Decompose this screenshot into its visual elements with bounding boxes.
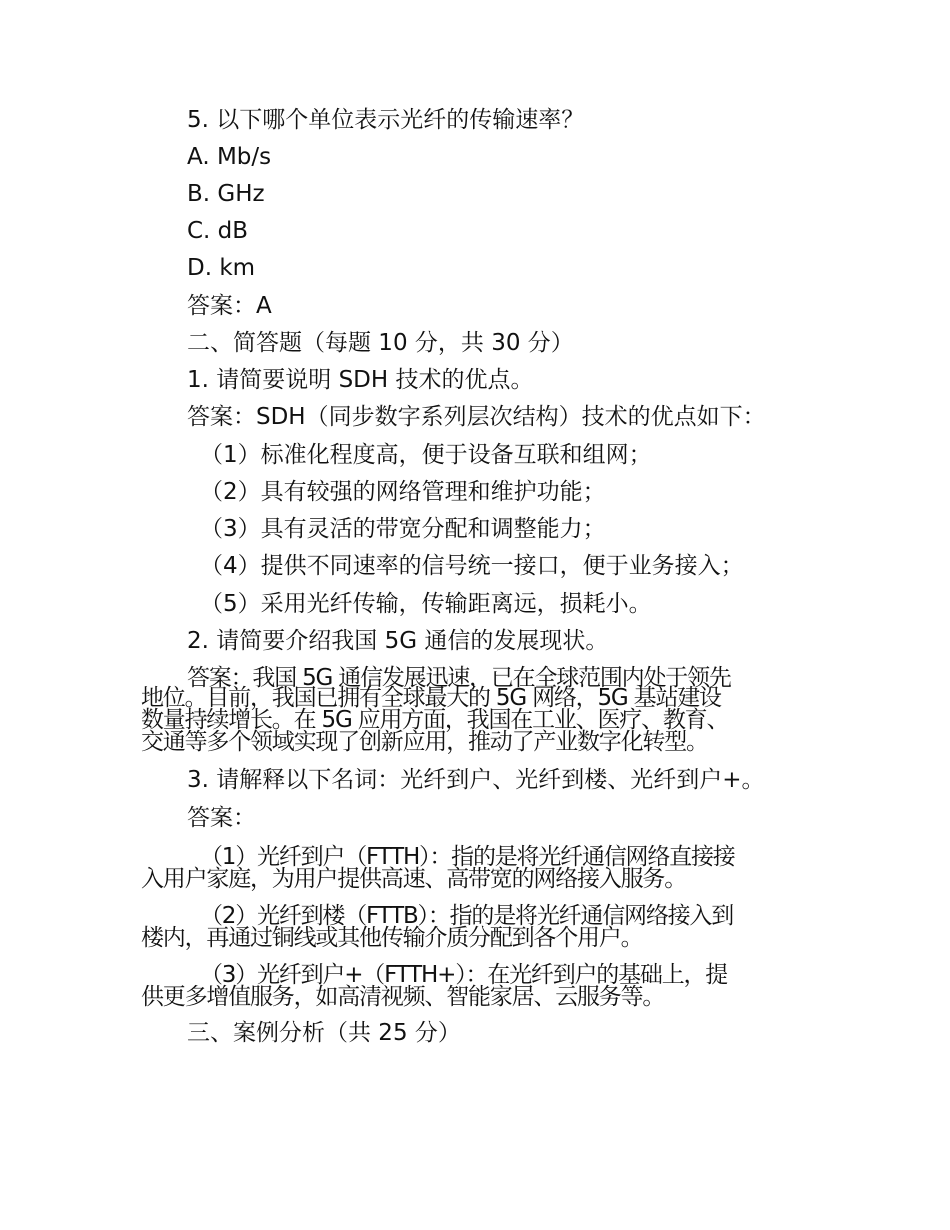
- q1-point-1: （1）标准化程度高，便于设备互联和组网；: [200, 442, 652, 468]
- q5-option-a: A. Mb/s: [187, 144, 272, 170]
- q5-option-d: D. km: [187, 255, 256, 281]
- q3-item-1-line-1: （1）光纤到户（FTTH）：指的是将光纤通信网络直接接: [200, 844, 735, 870]
- q3-answer-label: 答案：: [187, 805, 256, 831]
- q1-point-5: （5）采用光纤传输，传输距离远，损耗小。: [200, 591, 652, 617]
- q3-item-1-line-2: 入用户家庭，为用户提供高速、高带宽的网络接入服务。: [141, 866, 687, 892]
- q3-item-2-line-2: 楼内，再通过铜线或其他传输介质分配到各个用户。: [141, 925, 643, 951]
- q3-question: 3. 请解释以下名词：光纤到户、光纤到楼、光纤到户+。: [187, 767, 765, 793]
- q3-item-3-line-2: 供更多增值服务，如高清视频、智能家居、云服务等。: [141, 984, 665, 1010]
- q5-question: 5. 以下哪个单位表示光纤的传输速率？: [187, 107, 585, 133]
- q1-point-2: （2）具有较强的网络管理和维护功能；: [200, 479, 606, 505]
- q1-answer-intro: 答案：SDH（同步数字系列层次结构）技术的优点如下：: [187, 404, 766, 430]
- q5-answer: 答案：A: [187, 293, 272, 319]
- q1-question: 1. 请简要说明 SDH 技术的优点。: [187, 367, 534, 393]
- q5-option-b: B. GHz: [187, 181, 265, 207]
- section2-heading: 二、简答题（每题 10 分，共 30 分）: [187, 330, 574, 356]
- q1-point-3: （3）具有灵活的带宽分配和调整能力；: [200, 516, 606, 542]
- q1-point-4: （4）提供不同速率的信号统一接口，便于业务接入；: [200, 553, 744, 579]
- q2-answer-line-4: 交通等多个领域实现了创新应用，推动了产业数字化转型。: [141, 729, 708, 755]
- q2-answer-line-3: 数量持续增长。在 5G 应用方面，我国在工业、医疗、教育、: [141, 707, 729, 733]
- q3-item-3-line-1: （3）光纤到户+（FTTH+）：在光纤到户的基础上，提: [200, 962, 728, 988]
- section3-heading: 三、案例分析（共 25 分）: [187, 1020, 461, 1046]
- q2-answer-line-2: 地位。目前，我国已拥有全球最大的 5G 网络，5G 基站建设: [141, 685, 721, 711]
- q5-option-c: C. dB: [187, 218, 249, 244]
- q2-question: 2. 请简要介绍我国 5G 通信的发展现状。: [187, 628, 609, 654]
- q2-answer-line-1: 答案：我国 5G 通信发展迅速，已在全球范围内处于领先: [187, 665, 731, 691]
- q3-item-2-line-1: （2）光纤到楼（FTTB）：指的是将光纤通信网络接入到: [200, 903, 734, 929]
